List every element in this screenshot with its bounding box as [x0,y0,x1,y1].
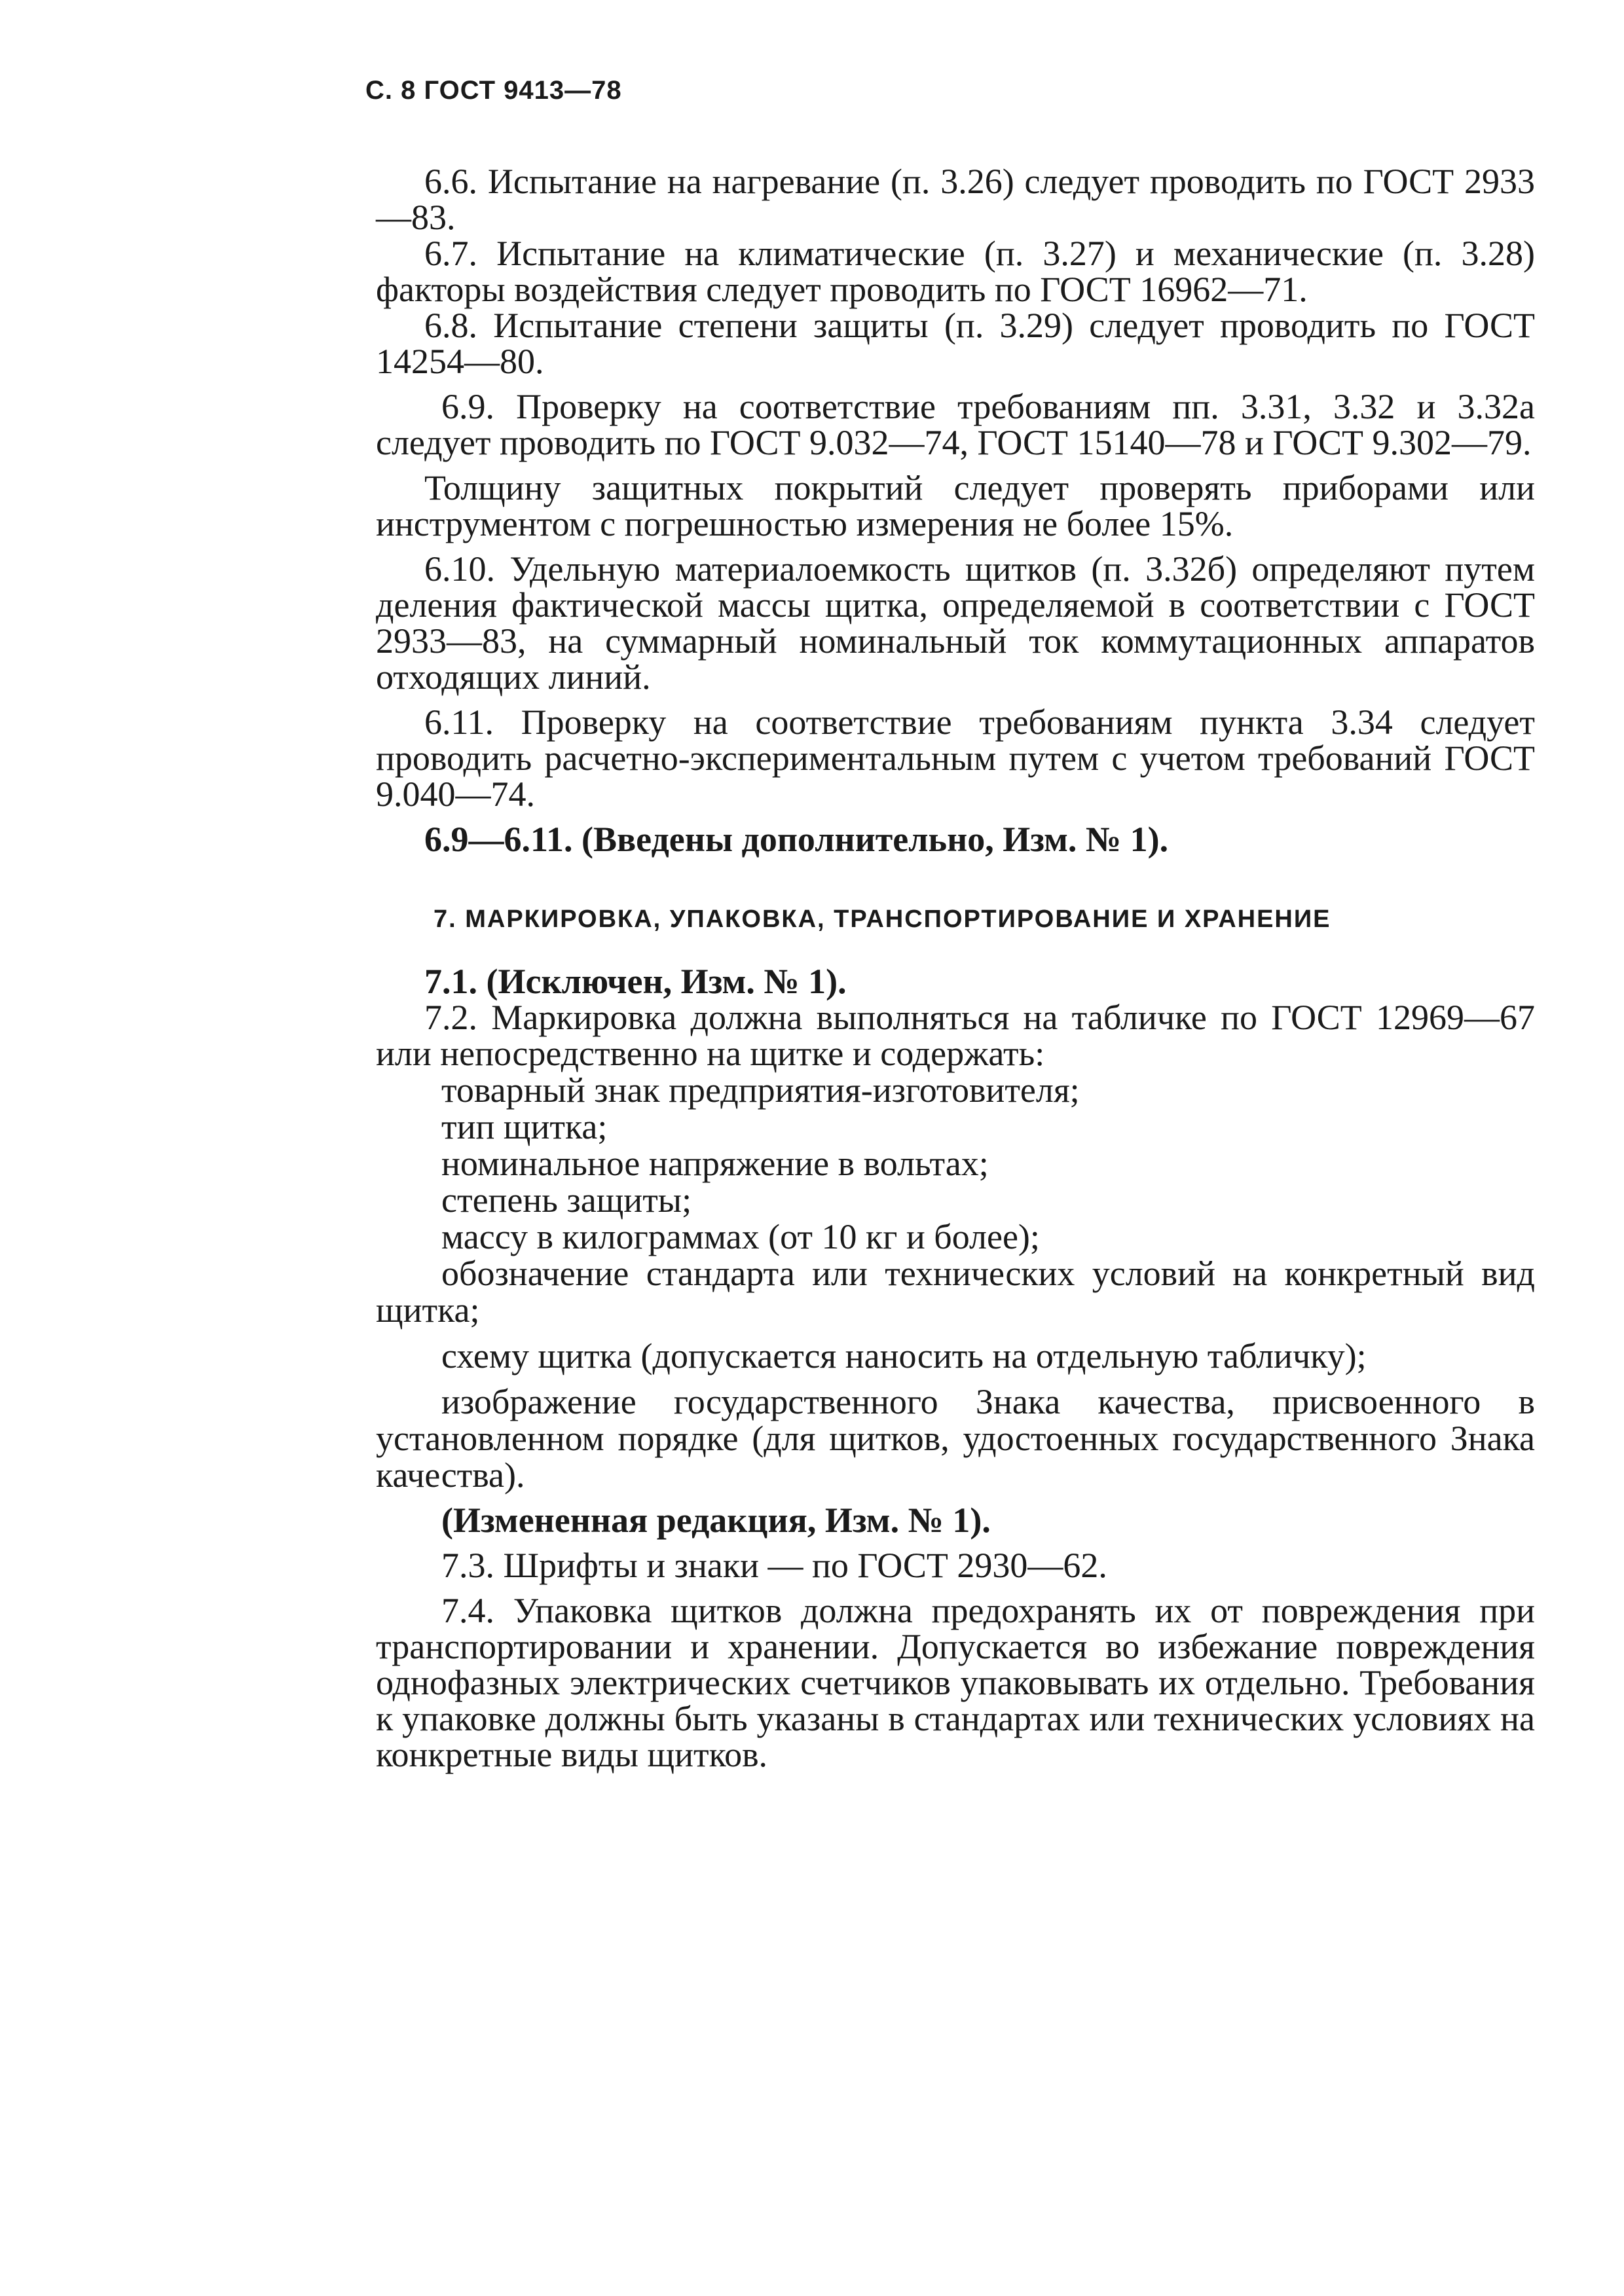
clause-6-10: 6.10. Удельную материалоемкость щитков (п. 3.32б) определяют путем деления фактической массы щитка, определяемой в соответствии с ГОСТ 2933—83, на суммарный номинальный ток коммутационных аппаратов отходящих линий. [376,549,1535,697]
clause-6-9: 6.9. Проверку на соответствие требованиям пп. 3.31, 3.32 и 3.32а следует проводить по ГОСТ 9.032—74, ГОСТ 15140—78 и ГОСТ 9.302—79. [376,387,1535,462]
clause-7-1: 7.1. (Исключен, Изм. № 1). [424,961,847,1001]
list-item: изображение государственного Знака качества, присвоенного в установленном порядке (для щитков, удостоенных государственного Знака качества). [376,1381,1535,1495]
clause-6-9-coating-thickness: Толщину защитных покрытий следует проверять приборами или инструментом с погрешностью измерения не более 15%. [376,468,1535,543]
list-item: обозначение стандарта или технических условий на конкретный вид щитка; [376,1253,1535,1330]
clause-6-11: 6.11. Проверку на соответствие требованиям пункта 3.34 следует проводить расчетно-экспериментальным путем с учетом требований ГОСТ 9.040—74. [376,702,1535,814]
clause-6-6: 6.6. Испытание на нагревание (п. 3.26) следует проводить по ГОСТ 2933—83. [376,162,1535,237]
clause-6-7: 6.7. Испытание на климатические (п. 3.27) и механические (п. 3.28) факторы воздействия следует проводить по ГОСТ 16962—71. [376,234,1535,309]
list-item: номинальное напряжение в вольтах; [441,1143,989,1183]
running-head: С. 8 ГОСТ 9413—78 [365,76,622,105]
list-item: массу в килограммах (от 10 кг и более); [441,1216,1040,1256]
amendment-note-6: 6.9—6.11. (Введены дополнительно, Изм. № 1). [424,820,1169,859]
clause-7-3: 7.3. Шрифты и знаки — по ГОСТ 2930—62. [441,1545,1107,1585]
list-item: товарный знак предприятия-изготовителя; [441,1070,1080,1110]
clause-6-8: 6.8. Испытание степени защиты (п. 3.29) следует проводить по ГОСТ 14254—80. [376,306,1535,381]
list-item: схему щитка (допускается наносить на отдельную табличку); [441,1336,1367,1376]
document-page [365,76,1535,1774]
amendment-note-7: (Измененная редакция, Изм. № 1). [441,1500,991,1540]
marking-items-list [376,1072,1535,1493]
clause-7-4: 7.4. Упаковка щитков должна предохранять их от повреждения при транспортировании и хранении. Допускается во избежание повреждения однофазных электрических счетчиков упаковывать их отдельно. Требования к упаковке должны быть указаны в стандартах или технических условиях на конкретные виды щитков. [376,1590,1535,1774]
list-item: тип щитка; [441,1106,608,1146]
list-item: степень защиты; [441,1180,692,1220]
section-7-title: 7. МАРКИРОВКА, УПАКОВКА, ТРАНСПОРТИРОВАНИЕ И ХРАНЕНИЕ [434,905,1331,933]
clause-7-2: 7.2. Маркировка должна выполняться на табличке по ГОСТ 12969—67 или непосредственно на щитке и содержать: [376,997,1535,1073]
